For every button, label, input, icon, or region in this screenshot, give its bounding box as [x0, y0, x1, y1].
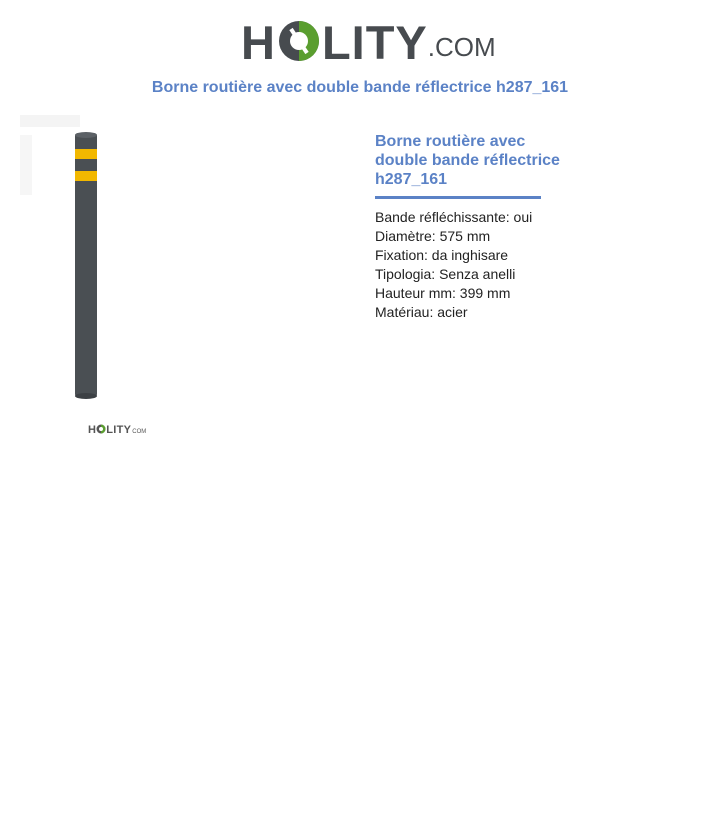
logo-text-left: H	[241, 16, 276, 69]
spec-item: Fixation: da inghisare	[375, 247, 509, 263]
title-divider	[375, 196, 541, 199]
spec-item: Tipologia: Senza anelli	[375, 266, 516, 282]
spec-item: Bande réfléchissante: oui	[375, 209, 533, 225]
watermark-right: LITY	[106, 424, 132, 436]
product-image	[20, 115, 195, 460]
logo-suffix: .COM	[427, 32, 496, 62]
page-title: Borne routière avec double bande réflectrice h287_161	[151, 79, 569, 96]
image-watermark	[88, 422, 158, 438]
holity-logo[interactable]	[241, 12, 496, 69]
spec-item: Matériau: acier	[375, 304, 468, 320]
bollard-icon	[20, 115, 195, 415]
spec-item: Hauteur mm: 399 mm	[375, 285, 511, 301]
logo-text-right: LITY	[321, 16, 428, 69]
watermark-suffix: COM	[132, 428, 147, 435]
watermark-o-icon	[96, 421, 106, 439]
spec-list	[375, 208, 575, 322]
watermark-left: H	[88, 424, 97, 436]
logo-o-icon	[277, 19, 321, 68]
spec-item: Diamètre: 575 mm	[375, 228, 491, 244]
product-title: Borne routière avec double bande réflectrice h287_161	[375, 133, 560, 188]
product-details	[375, 132, 575, 322]
